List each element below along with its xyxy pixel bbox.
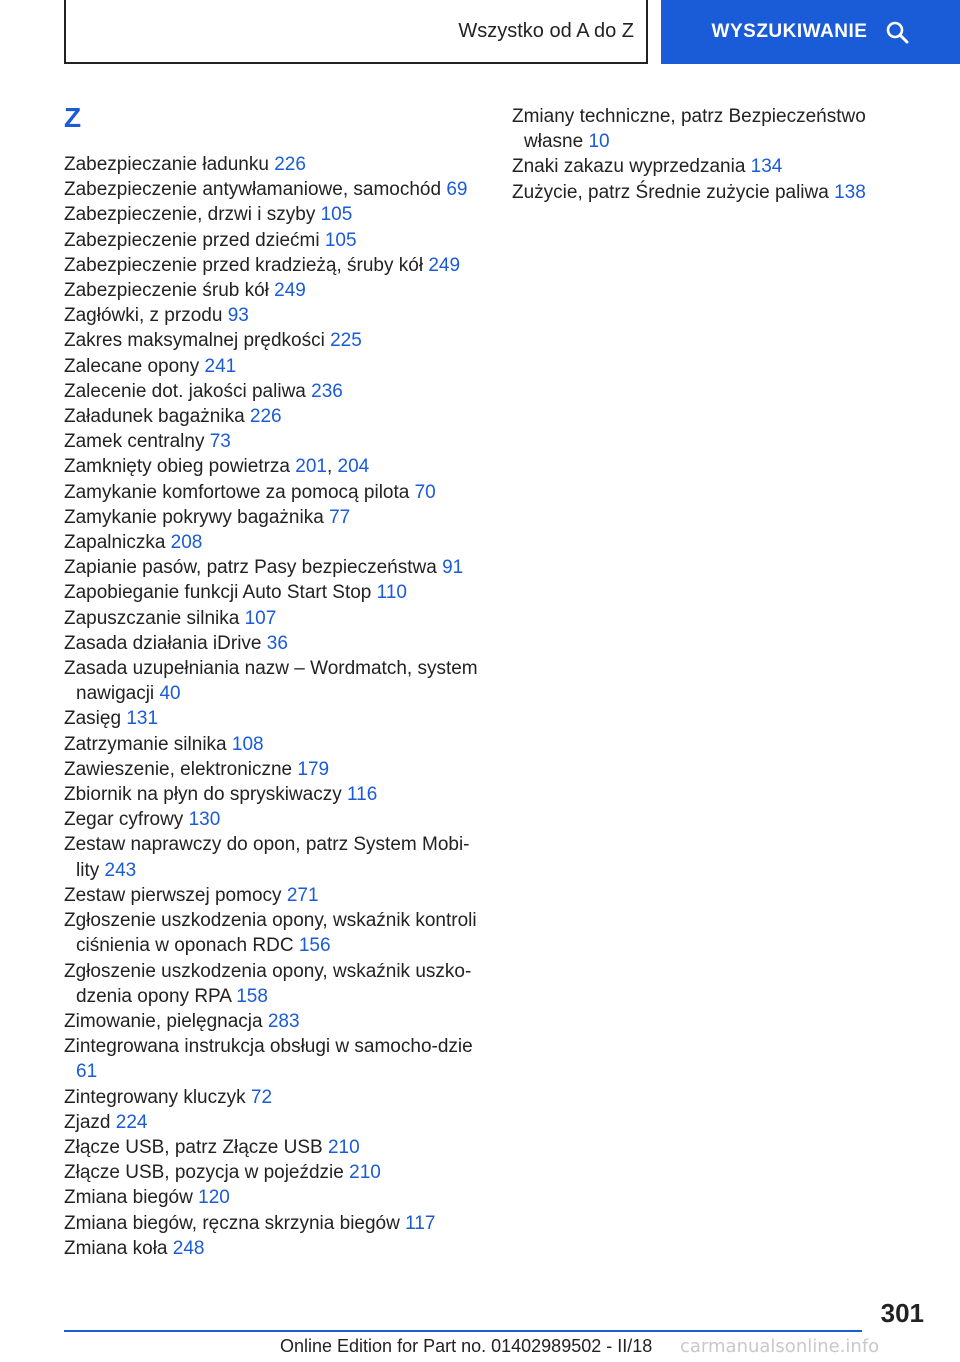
index-entry — [64, 1085, 484, 1110]
index-entry-text: Zalecenie dot. jakości paliwa — [64, 380, 306, 402]
page-link[interactable]: 201 — [295, 456, 327, 478]
index-entry — [64, 278, 484, 303]
index-entry — [64, 580, 484, 605]
index-entry-text: Zabezpieczenie śrub kół — [64, 280, 269, 302]
index-entry — [64, 530, 484, 555]
index-entry — [64, 959, 484, 1009]
index-tab-label: Wszystko od A do Z — [458, 19, 634, 42]
index-entry — [64, 404, 484, 429]
page-link[interactable]: 224 — [115, 1111, 148, 1133]
page-link[interactable]: 77 — [329, 506, 351, 528]
index-entry-text: Zużycie, patrz Średnie zużycie paliwa — [512, 181, 829, 203]
page-link[interactable]: 243 — [104, 859, 137, 881]
index-entry — [64, 228, 484, 253]
page-link[interactable]: 40 — [159, 683, 181, 705]
page-link[interactable]: 156 — [298, 935, 331, 957]
page-link[interactable]: 70 — [414, 481, 436, 503]
index-entry-text: Zmiany techniczne, patrz Bezpieczeństwo własne — [512, 106, 866, 153]
index-entry — [64, 1110, 484, 1135]
page-link[interactable]: 179 — [297, 758, 330, 780]
page-link[interactable]: 107 — [244, 607, 277, 629]
index-entry — [64, 328, 484, 353]
index-list-left — [64, 152, 484, 1261]
index-entry — [64, 883, 484, 908]
footer-divider — [64, 1330, 862, 1332]
page-link[interactable]: 73 — [209, 431, 231, 453]
page-link[interactable]: 134 — [750, 156, 783, 178]
index-entry — [64, 379, 484, 404]
index-entry-text: Zasada uzupełniania nazw – Wordmatch, system nawigacji — [64, 658, 478, 705]
page-link[interactable]: 105 — [320, 204, 353, 226]
search-icon — [885, 20, 909, 44]
page-link[interactable]: 116 — [347, 784, 378, 806]
index-entry — [64, 555, 484, 580]
index-entry — [64, 480, 484, 505]
index-entry-text: Zagłówki, z przodu — [64, 305, 223, 327]
page-link[interactable]: 271 — [286, 884, 319, 906]
index-list-right — [512, 104, 912, 205]
page-link[interactable]: 208 — [170, 532, 203, 554]
index-entry — [64, 1211, 484, 1236]
page-link[interactable]: 36 — [266, 632, 288, 654]
index-entry — [64, 253, 484, 278]
index-entry — [64, 832, 484, 882]
index-entry — [64, 177, 484, 202]
index-entry — [64, 1034, 484, 1084]
page-link[interactable]: 69 — [446, 179, 468, 201]
watermark: carmanualsonline.info — [680, 1336, 880, 1357]
index-entry-text: Zabezpieczanie ładunku — [64, 154, 269, 175]
index-entry-text: Zabezpieczenie antywłamaniowe, samochód — [64, 179, 442, 201]
index-entry-text: Zmiana biegów, ręczna skrzynia biegów — [64, 1212, 400, 1234]
page-link[interactable]: 93 — [227, 305, 249, 327]
index-entry-text: Zapianie pasów, patrz Pasy bezpieczeństwa — [64, 557, 437, 579]
section-letter: Z — [64, 102, 82, 133]
index-entry — [64, 505, 484, 530]
index-entry — [64, 202, 484, 227]
page-link[interactable]: 241 — [204, 355, 237, 377]
page-link[interactable]: 130 — [188, 809, 221, 831]
index-entry-text: Zasięg — [64, 708, 122, 730]
page-number: 301 — [880, 1298, 924, 1328]
index-entry — [64, 908, 484, 958]
index-entry — [64, 354, 484, 379]
index-entry — [64, 1236, 484, 1261]
index-column-left — [64, 100, 484, 1261]
page-link[interactable]: 72 — [250, 1086, 273, 1108]
page-link[interactable]: 226 — [274, 154, 306, 175]
index-entry — [64, 757, 484, 782]
index-entry-text: Znaki zakazu wyprzedzania — [512, 156, 746, 178]
index-entry-text: Zalecane opony — [64, 355, 200, 377]
index-entry-text: Zatrzymanie silnika — [64, 733, 227, 755]
index-entry-text: Zapobieganie funkcji Auto Start Stop — [64, 582, 372, 604]
index-entry — [64, 1135, 484, 1160]
index-entry-text: Zabezpieczenie przed dziećmi — [64, 229, 320, 251]
index-entry-text: Zestaw naprawczy do opon, patrz System Mobi-lity — [64, 834, 470, 881]
index-entry-text: Zasada działania iDrive — [64, 632, 262, 654]
page-link[interactable]: 225 — [330, 330, 362, 352]
page-link[interactable]: 204 — [337, 456, 370, 478]
page-link[interactable]: 120 — [198, 1187, 230, 1209]
index-entry — [64, 807, 484, 832]
index-entry-text: Złącze USB, pozycja w pojeździe — [64, 1162, 344, 1184]
index-entry-text: Zamek centralny — [64, 431, 205, 453]
page-link[interactable]: 105 — [324, 229, 357, 251]
index-entry — [64, 152, 484, 177]
page-link[interactable]: 210 — [349, 1162, 381, 1184]
page-link[interactable]: 249 — [428, 254, 461, 276]
index-entry-text: Zgłoszenie uszkodzenia opony, wskaźnik uszko-dzenia opony RPA — [64, 960, 472, 1007]
index-entry-text: Zabezpieczenie przed kradzieżą, śruby kół — [64, 254, 424, 276]
index-entry — [64, 732, 484, 757]
index-entry-text: Zapuszczanie silnika — [64, 607, 240, 629]
page-link[interactable]: 61 — [76, 1061, 98, 1083]
index-entry-text: Zgłoszenie uszkodzenia opony, wskaźnik kontroli ciśnienia w oponach RDC — [64, 910, 477, 957]
edition-text: Online Edition for Part no. 01402989502 - II/18 — [280, 1336, 653, 1356]
page-link[interactable]: 10 — [588, 131, 610, 153]
index-entry — [64, 1009, 484, 1034]
index-entry-text: Zapalniczka — [64, 532, 166, 554]
search-tab-label: WYSZUKIWANIE — [711, 21, 868, 42]
index-entry-text: Zestaw pierwszej pomocy — [64, 884, 282, 906]
index-entry-text: Zintegrowany kluczyk — [64, 1086, 246, 1108]
index-entry-text: Zabezpieczenie, drzwi i szyby — [64, 204, 316, 226]
index-entry — [64, 429, 484, 454]
page-link[interactable]: 283 — [267, 1010, 300, 1032]
index-entry-text: Zamknięty obieg powietrza — [64, 456, 290, 478]
index-entry-text: Zjazd — [64, 1111, 111, 1133]
index-entry-text: Zamykanie komfortowe za pomocą pilota — [64, 481, 410, 503]
index-entry-text: Złącze USB, patrz Złącze USB — [64, 1136, 323, 1158]
index-entry — [512, 180, 912, 205]
index-entry — [512, 104, 912, 154]
page-link[interactable]: 131 — [126, 708, 159, 730]
index-entry-text: Zbiornik na płyn do spryskiwaczy — [64, 784, 342, 806]
index-entry-text: Załadunek bagażnika — [64, 406, 245, 428]
index-entry — [64, 303, 484, 328]
page-link[interactable]: 158 — [236, 985, 268, 1007]
index-entry — [64, 1185, 484, 1210]
index-entry-text: Zmiana koła — [64, 1237, 168, 1259]
index-entry — [512, 154, 912, 179]
page-link[interactable]: 138 — [834, 181, 866, 203]
index-entry — [64, 631, 484, 656]
page-link[interactable]: 249 — [274, 280, 306, 302]
page-link[interactable]: 210 — [327, 1136, 360, 1158]
index-entry — [64, 656, 484, 706]
search-tab[interactable] — [661, 0, 960, 64]
index-entry — [64, 606, 484, 631]
index-entry — [64, 706, 484, 731]
index-entry — [64, 782, 484, 807]
page-link[interactable]: 91 — [442, 557, 464, 579]
page-link[interactable]: 248 — [172, 1237, 205, 1259]
index-entry-text: Zintegrowana instrukcja obsługi w samocho-dzie — [64, 1036, 473, 1058]
index-entry-text: Zawieszenie, elektroniczne — [64, 758, 293, 780]
page-link[interactable]: 226 — [249, 406, 282, 428]
index-column-right — [512, 104, 912, 205]
index-entry-text: Zakres maksymalnej prędkości — [64, 330, 325, 352]
page-link[interactable]: 236 — [311, 380, 343, 402]
index-entry: Zamknięty obieg powietrza 201, 204 — [64, 456, 370, 478]
page-link[interactable]: 110 — [376, 582, 407, 604]
page-link[interactable]: 108 — [231, 733, 264, 755]
index-entry-text: Zamykanie pokrywy bagażnika — [64, 506, 324, 528]
index-entry — [64, 1160, 484, 1185]
index-entry-text: Zegar cyfrowy — [64, 809, 184, 831]
page-link[interactable]: 117 — [405, 1212, 436, 1234]
index-entry-text: Zimowanie, pielęgnacja — [64, 1010, 263, 1032]
index-entry-text: Zmiana biegów — [64, 1187, 193, 1209]
index-tab[interactable] — [64, 0, 648, 64]
